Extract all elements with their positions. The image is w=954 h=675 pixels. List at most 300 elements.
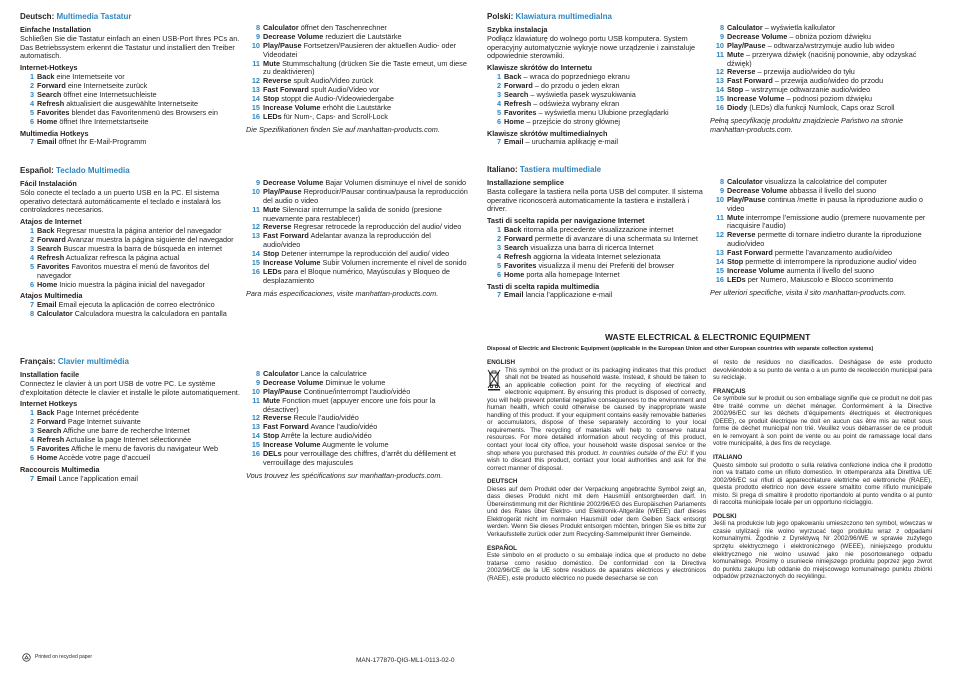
key-name: Play/Pause <box>263 40 302 50</box>
multimedia-heading: Multimedia Hotkeys <box>20 128 89 138</box>
section-title <box>20 166 242 176</box>
key-name: Refresh <box>37 252 65 262</box>
item-number: 8 <box>29 309 34 319</box>
item-number: 11 <box>252 395 260 405</box>
item-number: 3 <box>29 89 34 99</box>
item-text <box>727 214 934 232</box>
key-description: – wyświetla kalkulator <box>764 23 836 32</box>
multimedia-heading: Tasti di scelta rapida multimedia <box>487 281 600 291</box>
installation-heading: Installazione semplice <box>487 177 565 187</box>
key-description: – odtwarza/wstrzymuje audio lub wideo <box>767 40 895 50</box>
list-item <box>710 214 934 232</box>
item-number: 14 <box>251 431 260 441</box>
section-polish <box>487 12 705 147</box>
item-number: 2 <box>29 235 34 245</box>
section-title <box>20 357 242 367</box>
key-name: LEDs <box>263 266 282 276</box>
key-name: Play/Pause <box>727 40 766 50</box>
weee-italian-text: Questo simbolo sul prodotto o sulla relativa confezione indica che il prodotto non va trattato come un rifiuto domestico. In ottemperanza alla Direttiva UE 2002/96/EC sui rifiuti di apparecchiature elettriche ed elettroniche (RAEE), questa prodotto elettrico non deve essere smaltito come rifiuto municipale misto. Si prega di smaltire il prodotto riportandolo al punto vendita o al punto di raccolta municipale locale per un opportuno riciclaggio. <box>713 461 932 507</box>
item-text <box>263 397 470 415</box>
item-number: 7 <box>29 473 34 483</box>
key-name: Back <box>504 225 522 235</box>
key-name: Calculator <box>263 23 299 32</box>
key-description: para el Bloque numérico, Mayúsculas y Bloqueo de desplazamiento <box>263 266 450 285</box>
item-number: 5 <box>496 260 501 270</box>
key-name: Reverse <box>263 222 292 232</box>
key-description: Lance la calculatrice <box>300 369 367 378</box>
list-item <box>710 51 934 69</box>
key-name: Back <box>37 72 55 82</box>
key-name: Fast Forward <box>727 76 773 86</box>
list-item <box>246 397 470 415</box>
key-description: Subir Volumen incremente el nivel de sonido <box>322 258 467 268</box>
key-description: per Numero, Maiuscolo e Blocco scorrimento <box>747 274 894 284</box>
key-name: Reverse <box>263 76 292 86</box>
language-label: Deutsch: <box>20 12 55 21</box>
key-description: Page Internet précédente <box>56 408 139 418</box>
key-name: Play/Pause <box>263 186 302 196</box>
key-name: Favorites <box>37 261 70 271</box>
list-item <box>710 231 934 249</box>
multimedia-heading: Raccourcis Multimedia <box>20 464 100 474</box>
installation-text: Schließen Sie die Tastatur einfach an einen USB-Port Ihres PCs an. Das Betriebssystem erkennt die Tastatur und installiert den Treiber automatisch. <box>20 33 240 61</box>
key-description: Arrête la lecture audio/vidéo <box>280 431 372 441</box>
key-description: Regresar muestra la página anterior del navegador <box>56 226 222 236</box>
product-name: Clavier multimédia <box>57 357 129 366</box>
key-name: Search <box>37 426 62 436</box>
key-name: Stop <box>263 431 280 441</box>
item-number: 6 <box>496 116 501 126</box>
key-name: Diody <box>727 103 748 113</box>
key-name: Email <box>37 137 57 147</box>
item-number: 6 <box>29 116 34 126</box>
item-text <box>263 232 470 250</box>
multimedia-heading: Klawisze skrótów multimedialnych <box>487 128 608 138</box>
item-text <box>263 450 470 468</box>
key-description: öffnet eine Internetsuchleiste <box>63 89 157 99</box>
section-french-right <box>246 370 470 481</box>
key-description: Detener interrumpe la reproducción del audio/ video <box>281 249 450 259</box>
key-name: Home <box>504 116 525 126</box>
key-description: Regresar retrocede la reproducción del audio/ video <box>293 222 462 232</box>
key-description: stoppt die Audio-/Videowiedergabe <box>281 94 394 104</box>
item-text <box>37 281 205 290</box>
item-text <box>263 268 470 286</box>
list-item <box>487 271 705 280</box>
key-name: Forward <box>37 235 66 245</box>
item-number: 15 <box>251 258 260 268</box>
item-number: 15 <box>715 94 724 104</box>
item-number: 9 <box>255 178 260 187</box>
key-description: – podnosi poziom dźwięku <box>786 94 873 104</box>
key-description: spult Audio/Video vor <box>310 85 380 95</box>
item-text <box>504 118 620 127</box>
key-description: – przerywa dźwięk (naciśnij ponownie, aby odzyskać dźwięk) <box>727 49 917 68</box>
key-description: interrompe l’emissione audio (premere nuovamente per riacquisire l’audio) <box>727 212 926 231</box>
item-text <box>504 291 612 300</box>
key-description: visualizza una barra di ricerca Internet <box>530 242 654 252</box>
item-number: 7 <box>496 290 501 300</box>
weee-italian-heading: ITALIANO <box>713 454 743 462</box>
key-name: Forward <box>37 81 66 91</box>
item-number: 1 <box>496 225 501 235</box>
weee-polish-heading: POLSKI <box>713 512 737 520</box>
item-number: 16 <box>251 111 260 121</box>
key-description: aumenta il livello del suono <box>786 265 875 275</box>
key-name: Fast Forward <box>263 231 309 241</box>
item-text <box>263 206 470 224</box>
item-number: 9 <box>255 31 260 41</box>
item-number: 1 <box>29 408 34 418</box>
installation-text: Connectez le clavier à un port USB de votre PC. Le système d’exploitation détecte le clavier et installe le pilote automatiquement. <box>20 378 240 397</box>
item-number: 9 <box>719 185 724 195</box>
key-name: Stop <box>263 249 280 259</box>
key-description: permette di tornare indietro durante la riproduzione audio/video <box>727 230 922 249</box>
item-number: 14 <box>251 94 260 104</box>
item-number: 14 <box>251 249 260 259</box>
key-name: Search <box>504 89 529 99</box>
key-description: Email ejecuta la aplicación de correo electrónico <box>58 300 215 310</box>
key-description: permette di avanzare di una schermata su Internet <box>534 234 698 244</box>
item-number: 11 <box>252 204 260 214</box>
item-text <box>727 51 934 69</box>
item-number: 13 <box>251 422 260 432</box>
key-description: lancia l’applicazione e-mail <box>525 290 613 300</box>
key-name: Back <box>37 408 55 418</box>
item-number: 3 <box>496 89 501 99</box>
key-name: Mute <box>263 204 281 214</box>
item-number: 8 <box>255 369 260 378</box>
item-text <box>37 310 227 319</box>
section-title <box>487 165 705 175</box>
specifications-note: Vous trouvez les spécifications sur manhattan-products.com. <box>246 470 443 480</box>
key-description: Inicio muestra la página inicial del navegador <box>59 279 205 289</box>
product-name: Multimedia Tastatur <box>56 12 132 21</box>
key-name: Reverse <box>727 67 756 77</box>
weee-english-text: This symbol on the product or its packaging indicates that this product shall not be treated as household waste. Instead, it should be taken to an applicable collection point for the recycling of electrical and electronic equipment. By ensuring this product is disposed of correctly, you will help prevent potential negative consequences to the environment and human health, which could otherwise be caused by inappropriate waste handling of this product. If your equipment contains easily removable batteries or accumulators, dispose of these separately according to your local requirements. The recycling of materials will help to conserve natural resources. For more detailed information about recycling of this product, contact your local city office, your household waste disposal service or the shop where you purchased this product. In countries outside of the EU: If you wish to discard this product, contact your local authorities and ask for the correct manner of disposal. <box>487 366 706 472</box>
item-text <box>37 454 150 463</box>
key-name: Mute <box>727 212 745 222</box>
section-polish-right <box>710 24 934 135</box>
key-description: eine Internetseite vor <box>56 72 125 82</box>
weee-left-column <box>487 359 706 582</box>
key-description: blendet das Favoritenmenü des Browsers ein <box>71 107 218 117</box>
item-number: 5 <box>29 261 34 271</box>
item-number: 9 <box>719 31 724 41</box>
key-description: Silenciar interrumpe la salida de sonido (presione nuevamente para restablecer) <box>263 204 442 223</box>
key-name: Home <box>504 269 525 279</box>
key-name: Refresh <box>504 251 532 261</box>
item-number: 13 <box>715 76 724 86</box>
key-description: – uruchamia aplikację e-mail <box>525 137 618 147</box>
section-title <box>20 12 240 22</box>
item-number: 8 <box>719 177 724 186</box>
item-number: 16 <box>251 449 260 459</box>
section-spanish <box>20 166 242 319</box>
key-description: Diminue le volume <box>325 377 386 387</box>
item-text <box>727 196 934 214</box>
key-description: Fonction muet (appuyer encore une fois pour la désactiver) <box>263 395 436 414</box>
weee-polish-text: Jeśli na produkcie lub jego opakowaniu umieszczono ten symbol, wówczas w czasie utylizacji nie wolno wyrzucać tego produktu wraz z odpadami komunalnymi. Zgodnie z Dyrektywą Nr 2002/96/WE w sprawie zużytego sprzętu elektrycznego i elektronicznego (WEEE), niniejszego produktu elektrycznego nie wolno usuwać jako nie posortowanego odpadu komunalnego. Prosimy o usuniecie niniejszego produktu poprzez jego zwrot do punktu zakupu lub oddanie do miejscowego komunalnego punktu zbiórki odpadów przeznaczonych do recyklingu. <box>713 520 932 581</box>
key-description: – wyświetla pasek wyszukiwania <box>530 89 636 99</box>
key-name: Calculator <box>37 309 73 319</box>
list-item <box>246 188 470 206</box>
item-number: 4 <box>29 434 34 444</box>
key-name: Back <box>504 72 522 82</box>
item-number: 1 <box>29 72 34 82</box>
item-number: 15 <box>251 440 260 450</box>
weee-french-heading: FRANÇAIS <box>713 387 746 395</box>
key-description: – do przodu o jeden ekran <box>534 81 620 91</box>
key-name: Increase Volume <box>727 265 785 275</box>
key-name: Email <box>504 290 524 300</box>
item-number: 2 <box>29 81 34 91</box>
section-german-right <box>246 24 470 135</box>
key-name: Increase Volume <box>263 103 321 113</box>
weee-subtitle: Disposal of Electric and Electronic Equipment (applicable in the European Union and other European countries with separate collection systems) <box>487 346 874 352</box>
key-description: Buscar muestra la barra de búsqueda en internet <box>63 243 222 253</box>
item-number: 10 <box>251 386 260 396</box>
key-name: Calculator <box>727 177 763 186</box>
language-label: Polski: <box>487 12 514 21</box>
key-description: Calculadora muestra la calculadora en pantalla <box>74 309 227 319</box>
key-name: Reverse <box>727 230 756 240</box>
list-item <box>710 196 934 214</box>
item-text <box>37 263 242 281</box>
key-description: Adelantar avanza la reproducción del audio/video <box>263 231 431 250</box>
item-number: 7 <box>29 300 34 310</box>
key-description: Reproducir/Pausar continua/pausa la reproducción del audio o video <box>263 186 468 205</box>
key-description: visualizza il menu dei Preferiti del browser <box>538 260 675 270</box>
weee-english-heading: ENGLISH <box>487 359 515 366</box>
item-number: 2 <box>496 234 501 244</box>
key-name: Stop <box>727 257 744 267</box>
list-item <box>20 454 242 463</box>
key-name: Fast Forward <box>263 85 309 95</box>
key-name: DELs <box>263 449 282 459</box>
item-number: 11 <box>716 212 724 222</box>
hotkeys-heading: Klawisze skrótów do Internetu <box>487 63 593 73</box>
key-name: Favorites <box>504 107 537 117</box>
key-name: Increase Volume <box>263 258 321 268</box>
key-name: Email <box>37 300 57 310</box>
section-title <box>487 12 705 22</box>
item-number: 12 <box>715 67 724 77</box>
key-description: reduziert die Lautstärke <box>325 31 402 41</box>
document-code: MAN-177870-QIG-ML1-0113-02-0 <box>356 657 455 664</box>
key-name: Favorites <box>37 107 70 117</box>
installation-heading: Installation facile <box>20 369 80 379</box>
key-name: Refresh <box>504 98 532 108</box>
list-item <box>487 138 705 147</box>
key-description: erhöht die Lautstärke <box>322 103 392 113</box>
item-number: 6 <box>29 279 34 289</box>
key-description: Accède votre page d’accueil <box>58 452 151 462</box>
weee-spanish-text-continued: el resto de residuos no clasificados. Deshágase de este producto devolviéndolo a su punto de venta o a un punto de recolección municipal para su reciclaje. <box>713 359 932 382</box>
section-spanish-right <box>246 179 470 299</box>
item-text <box>37 118 148 127</box>
item-number: 4 <box>496 98 501 108</box>
installation-text: Podłącz klawiaturę do wolnego portu USB komputera. System operacyjny automatycznie wykryje nowe urządzenie i zainstaluje odpowiednie sterowniki. <box>487 33 696 61</box>
item-number: 11 <box>252 58 260 68</box>
key-description: pour verrouillage des chiffres, d’arrêt du défilement et verrouillage des majuscules <box>263 449 456 467</box>
section-french <box>20 357 242 483</box>
key-name: Decrease Volume <box>263 31 324 41</box>
specifications-note: Die Spezifikationen finden Sie auf manhattan-products.com. <box>246 124 440 134</box>
item-number: 16 <box>715 274 724 284</box>
weee-right-column <box>713 359 932 581</box>
weee-title: WASTE ELECTRICAL & ELECTRONIC EQUIPMENT <box>605 332 811 342</box>
item-number: 8 <box>719 23 724 32</box>
item-text <box>727 231 934 249</box>
key-name: Search <box>504 242 529 252</box>
item-number: 2 <box>29 417 34 427</box>
key-name: Email <box>37 473 57 483</box>
installation-heading: Fácil Instalación <box>20 178 77 188</box>
item-number: 1 <box>29 226 34 236</box>
key-name: LEDs <box>727 274 746 284</box>
item-number: 7 <box>496 137 501 147</box>
item-text <box>504 271 620 280</box>
key-name: Stop <box>727 85 744 95</box>
product-name: Klawiatura multimedialna <box>515 12 612 21</box>
key-name: Home <box>37 452 58 462</box>
key-description: Actualizar refresca la página actual <box>65 252 180 262</box>
weee-spanish-text: Este símbolo en el producto o su embalaje indica que el producto no debe tratarse como residuo doméstico. De conformidad con la Directiva 2002/96/CE de la UE sobre residuos de aparatos eléctricos y electrónicos (RAEE), este producto eléctrico no puede desecharse se con <box>487 552 706 582</box>
item-number: 12 <box>251 222 260 232</box>
key-description: permette l’avanzamento audio/video <box>774 248 893 258</box>
item-number: 6 <box>496 269 501 279</box>
weee-french-text: Ce symbole sur le produit ou son emballage signifie que ce produit ne doit pas être traité comme un déchet ménager. Conformément à la Directive 2002/96/EC sur les déchets d’équipements électriques et électroniques (DEEE), ce produit électrique ne doit en aucun cas être mis au rebut sous forme de déchet municipal non trié. Veuillez vous débarrasser de ce produit en le renvoyant à son point de vente ou au point de ramassage local dans votre municipalité, à des fins de recyclage. <box>713 395 932 448</box>
installation-heading: Einfache Installation <box>20 24 91 34</box>
item-text <box>263 113 388 122</box>
key-name: Fast Forward <box>727 248 773 258</box>
item-number: 15 <box>251 103 260 113</box>
item-number: 9 <box>255 377 260 387</box>
key-name: Stop <box>263 94 280 104</box>
key-description: Affiche le menu de favoris du navigateur Web <box>71 443 219 453</box>
language-label: Italiano: <box>487 165 518 174</box>
key-description: Fortsetzen/Pausieren der aktuellen Audio- oder Videodatei <box>263 40 457 59</box>
item-number: 16 <box>251 266 260 276</box>
weee-german-heading: DEUTSCH <box>487 478 518 486</box>
item-text <box>263 42 470 60</box>
key-description: Lance l’application email <box>58 473 139 483</box>
key-description: aktualisiert die ausgewählte Internetseite <box>66 98 199 108</box>
item-number: 4 <box>496 251 501 261</box>
item-number: 13 <box>715 248 724 258</box>
list-item <box>20 310 242 319</box>
item-number: 14 <box>715 85 724 95</box>
section-italian <box>487 165 705 300</box>
item-number: 15 <box>715 265 724 275</box>
key-description: – przejście do strony głównej <box>526 116 621 126</box>
key-description: öffnet Ihr E-Mail-Programm <box>58 137 147 147</box>
key-description: öffnet den Taschenrechner <box>300 23 387 32</box>
hotkeys-heading: Atajos de Internet <box>20 217 82 227</box>
item-number: 10 <box>251 40 260 50</box>
key-description: Page Internet suivante <box>67 417 141 427</box>
key-description: Actualise la page Internet sélectionnée <box>65 434 192 444</box>
item-number: 5 <box>29 443 34 453</box>
item-number: 3 <box>496 242 501 252</box>
list-item <box>246 42 470 60</box>
key-description: – obniża poziom dźwięku <box>789 31 871 41</box>
item-text <box>727 276 893 285</box>
key-name: Mute <box>727 49 745 59</box>
item-number: 4 <box>29 98 34 108</box>
item-number: 13 <box>251 231 260 241</box>
recycle-icon <box>22 653 31 662</box>
key-name: Decrease Volume <box>727 185 788 195</box>
key-description: porta alla homepage Internet <box>526 269 620 279</box>
item-number: 6 <box>29 452 34 462</box>
key-name: Increase Volume <box>263 440 321 450</box>
item-text <box>37 138 146 147</box>
key-description: spult Audio/Video zurück <box>293 76 374 86</box>
item-number: 16 <box>715 103 724 113</box>
key-description: abbassa il livello del suono <box>789 185 877 195</box>
product-name: Tastiera multimediale <box>519 165 602 174</box>
key-description: continua /mette in pausa la riproduzione audio o video <box>727 194 923 213</box>
key-description: eine Internetseite zurück <box>67 81 148 91</box>
hotkeys-heading: Internet Hotkeys <box>20 399 78 409</box>
key-name: Forward <box>504 81 533 91</box>
key-name: Calculator <box>727 23 763 32</box>
section-italian-right <box>710 178 934 298</box>
item-text <box>727 104 894 113</box>
multimedia-heading: Atajos Multimedia <box>20 291 83 301</box>
item-number: 10 <box>251 186 260 196</box>
key-name: Refresh <box>37 434 65 444</box>
key-name: Play/Pause <box>727 194 766 204</box>
installation-text: Sólo conecte el teclado a un puerto USB en la PC. El sistema operativo detectará automáticamente el teclado e instalará los controladores necesarios. <box>20 187 221 215</box>
key-name: LEDs <box>263 111 282 121</box>
key-description: Recule l’audio/vidéo <box>293 413 359 423</box>
specifications-note: Para más especificaciones, visite manhattan-products.com. <box>246 288 439 298</box>
key-description: – wstrzymuje odtwarzanie audio/wideo <box>745 85 871 95</box>
key-description: – wyświetla menu Ulubione przeglądarki <box>538 107 669 117</box>
key-description: aggiorna la videata Internet selezionata <box>533 251 661 261</box>
key-name: Favorites <box>37 443 70 453</box>
item-number: 10 <box>715 194 724 204</box>
list-item <box>487 118 705 127</box>
item-number: 7 <box>29 137 34 147</box>
key-description: – przewija audio/wideo do tyłu <box>757 67 855 77</box>
list-item <box>246 60 470 78</box>
key-name: Favorites <box>504 260 537 270</box>
key-description: – przewija audio/wideo do przodu <box>774 76 884 86</box>
key-name: Back <box>37 226 55 236</box>
key-name: Decrease Volume <box>263 178 324 187</box>
item-text <box>263 60 470 78</box>
item-number: 14 <box>715 257 724 267</box>
key-name: Increase Volume <box>727 94 785 104</box>
list-item <box>246 113 470 122</box>
key-description: visualizza la calcolatrice del computer <box>764 177 887 186</box>
list-item <box>20 263 242 281</box>
key-description: Bajar Volumen disminuye el nivel de sonido <box>325 178 467 187</box>
specifications-note: Per ulteriori specifiche, visita il sito manhattan-products.com. <box>710 287 906 297</box>
item-number: 5 <box>496 107 501 117</box>
item-number: 5 <box>29 107 34 117</box>
list-item <box>20 118 240 127</box>
list-item <box>20 475 242 484</box>
hotkeys-heading: Tasti di scelta rapida per navigazione Internet <box>487 216 645 226</box>
language-label: Español: <box>20 166 54 175</box>
key-name: Email <box>504 137 524 147</box>
key-name: Search <box>37 243 62 253</box>
